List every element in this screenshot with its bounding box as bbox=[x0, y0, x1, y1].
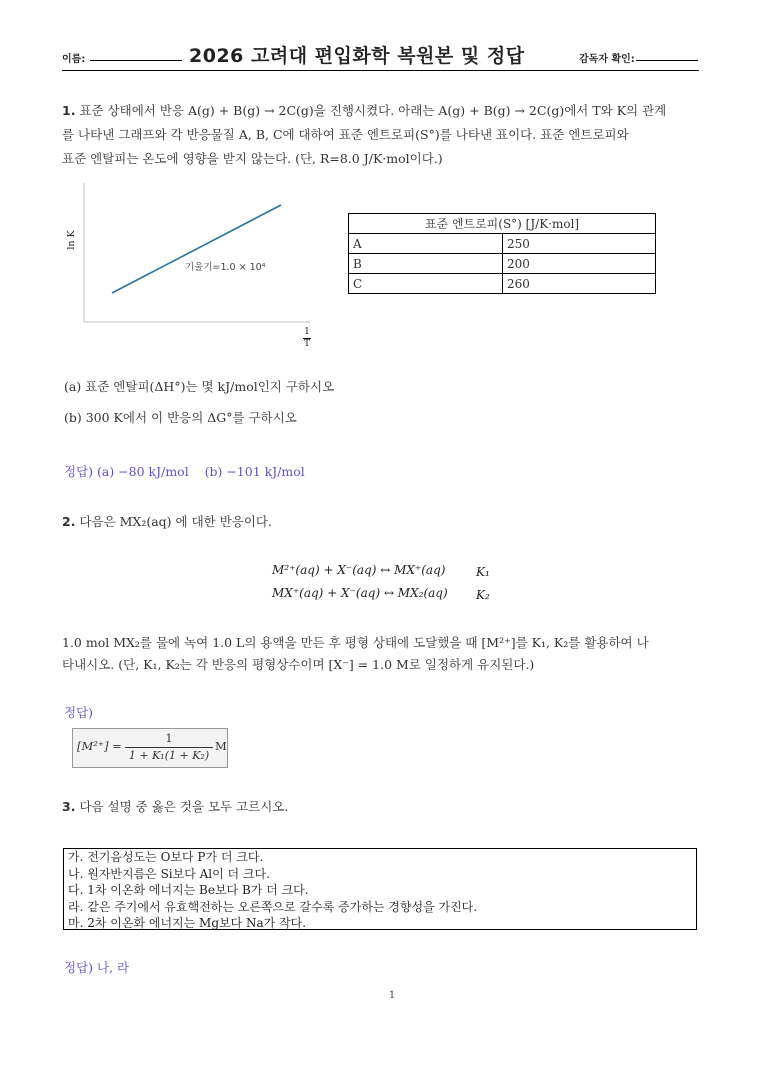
q1-line-1: 표준 상태에서 반응 A(g) + B(g) → 2C(g)을 진행시켰다. 아래는 A(g) + B(g) → 2C(g)에서 T와 K의 관계 bbox=[79, 103, 667, 118]
graph-xlabel-denominator: T bbox=[303, 339, 310, 349]
table-cell-species: C bbox=[349, 274, 503, 294]
q2-body-line-1: 1.0 mol MX₂를 물에 녹여 1.0 L의 용액을 만든 후 평형 상태에 도달했을 때 [M²⁺]를 K₁, K₂를 활용하여 나 bbox=[62, 635, 649, 650]
table-cell-species: B bbox=[349, 254, 503, 274]
q3-statements-box bbox=[63, 848, 697, 930]
table-row bbox=[349, 254, 656, 274]
q1-line-2: 를 나타낸 그래프와 각 반응물질 A, B, C에 대하여 표준 엔트로피(S°)를 나타낸 표이다. 표준 엔트로피와 bbox=[62, 127, 629, 142]
table-cell-value: 250 bbox=[503, 234, 656, 254]
q2-equation-2: MX⁺(aq) + X⁻(aq) ↔ MX₂(aq) bbox=[272, 586, 448, 600]
q1-sub-b: (b) 300 K에서 이 반응의 ΔG°를 구하시오 bbox=[64, 410, 297, 425]
entropy-table-header-row bbox=[349, 214, 656, 234]
q2-body bbox=[62, 633, 702, 675]
supervisor-label: 감독자 확인: bbox=[579, 54, 635, 65]
table-cell-value: 260 bbox=[503, 274, 656, 294]
graph-slope-label: 기울기=1.0 × 10⁴ bbox=[185, 262, 266, 273]
table-row bbox=[349, 234, 656, 254]
table-cell-value: 200 bbox=[503, 254, 656, 274]
q2-k1: K₁ bbox=[476, 565, 490, 579]
question-3-text bbox=[62, 797, 288, 817]
q2-intro: 다음은 MX₂(aq) 에 대한 반응이다. bbox=[79, 514, 272, 529]
question-1-number: 1. bbox=[62, 103, 76, 118]
q1-sub-a: (a) 표준 엔탈피(ΔH°)는 몇 kJ/mol인지 구하시오 bbox=[64, 379, 335, 394]
question-2-number: 2. bbox=[62, 514, 76, 529]
q3-answer: 정답) 나, 라 bbox=[64, 960, 130, 975]
q1-answer: 정답) (a) −80 kJ/mol (b) −101 kJ/mol bbox=[64, 464, 305, 479]
question-3-number: 3. bbox=[62, 799, 76, 814]
formula-denominator: 1 + K₁(1 + K₂) bbox=[128, 749, 210, 762]
list-item: 마. 2차 이온화 에너지는 Mg보다 Na가 작다. bbox=[68, 916, 307, 930]
list-item: 가. 전기음성도는 O보다 P가 더 크다. bbox=[68, 850, 264, 864]
graph-xlabel bbox=[301, 327, 313, 349]
page-number: 1 bbox=[388, 990, 396, 1001]
q2-k2: K₂ bbox=[476, 588, 490, 602]
q2-body-line-2: 타내시오. (단, K₁, K₂는 각 반응의 평형상수이며 [X⁻] = 1.0 M로 일정하게 유지된다.) bbox=[62, 657, 535, 672]
formula-unit: M bbox=[215, 739, 227, 753]
question-1-text bbox=[62, 101, 702, 169]
table-row bbox=[349, 274, 656, 294]
table-cell-species: A bbox=[349, 234, 503, 254]
header-rule bbox=[62, 70, 699, 71]
q2-equation-1: M²⁺(aq) + X⁻(aq) ↔ MX⁺(aq) bbox=[272, 563, 446, 577]
formula-numerator: 1 bbox=[165, 732, 173, 745]
list-item: 라. 같은 주기에서 유효핵전하는 오른쪽으로 갈수록 증가하는 경향성을 가진다. bbox=[68, 899, 478, 914]
graph-trend-line bbox=[112, 205, 281, 293]
q2-answer-formula-box bbox=[72, 728, 228, 768]
graph-ylabel: ln K bbox=[66, 230, 77, 250]
list-item: 나. 원자반지름은 Si보다 Al이 더 크다. bbox=[68, 866, 270, 881]
formula-lhs: [M²⁺] = bbox=[77, 739, 122, 753]
question-2-text bbox=[62, 512, 272, 532]
formula-fraction-bar bbox=[125, 747, 213, 748]
entropy-table bbox=[348, 213, 656, 294]
q1-line-3: 표준 엔탈피는 온도에 영향을 받지 않는다. (단, R=8.0 J/K·mol이다.) bbox=[62, 151, 443, 166]
entropy-table-header: 표준 엔트로피(S°) [J/K·mol] bbox=[349, 214, 656, 234]
q3-intro: 다음 설명 중 옳은 것을 모두 고르시오. bbox=[79, 799, 289, 814]
name-label: 이름: bbox=[62, 54, 86, 65]
graph-xlabel-numerator: 1 bbox=[304, 327, 310, 337]
supervisor-field-line bbox=[636, 60, 698, 61]
q2-answer-label: 정답) bbox=[64, 705, 94, 720]
page-title: 2026 고려대 편입화학 복원본 및 정답 bbox=[189, 45, 525, 67]
name-field-line bbox=[90, 60, 182, 61]
list-item: 다. 1차 이온화 에너지는 Be보다 B가 더 크다. bbox=[68, 883, 309, 897]
